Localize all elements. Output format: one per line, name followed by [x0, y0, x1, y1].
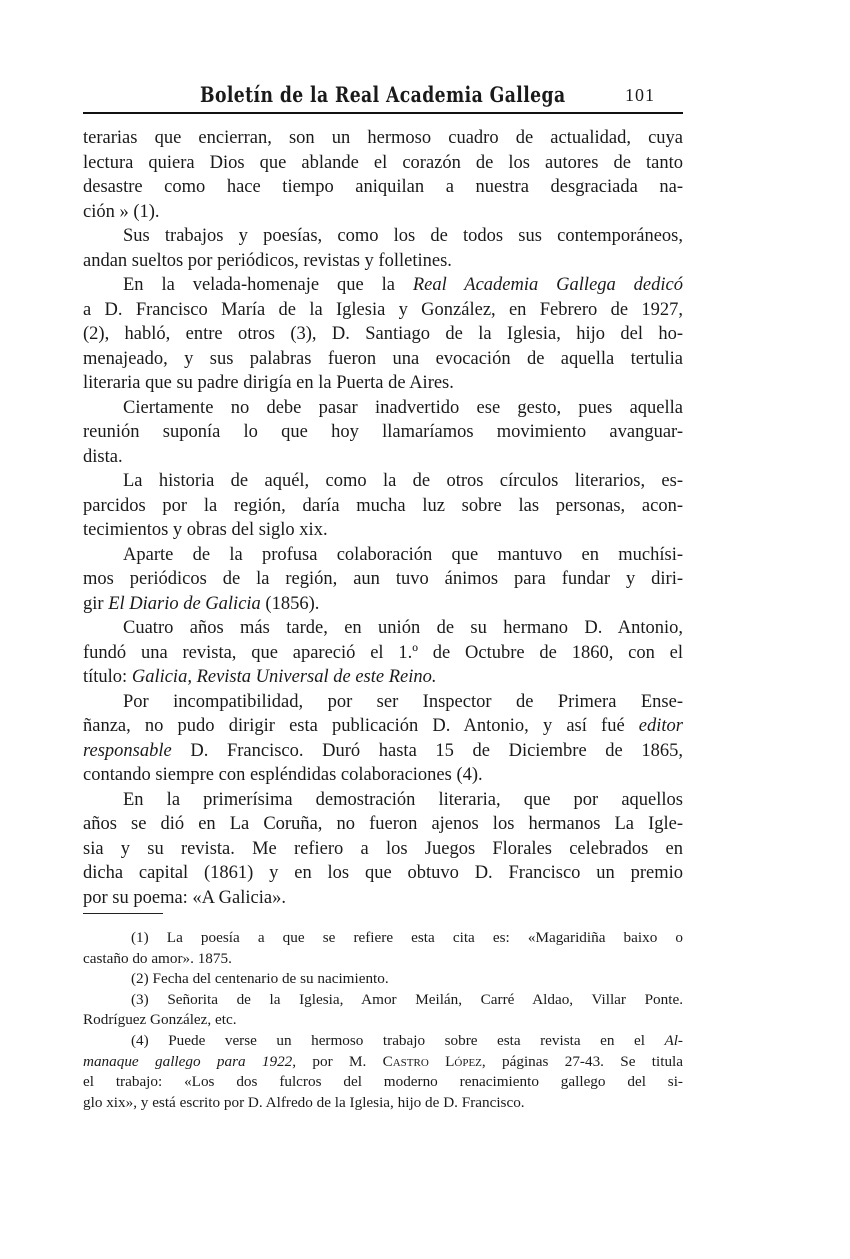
text-line	[83, 543, 683, 568]
text-segment: Aparte de la profusa colaboración que mantuvo en muchísi-	[123, 544, 683, 565]
footnote-line	[83, 1093, 683, 1114]
journal-title: Boletín de la Real Academia Gallega	[200, 82, 566, 107]
text-line	[83, 837, 683, 862]
text-line	[83, 322, 683, 347]
footnote-line	[83, 990, 683, 1011]
text-line	[83, 812, 683, 837]
italic-text: manaque gallego para 1922	[83, 1052, 293, 1070]
text-segment: En la primerísima demostración literaria, que por aquellos	[123, 789, 683, 810]
text-segment: (3) Señorita de la Iglesia, Amor Meilán, Carré Aldao, Villar Ponte.	[131, 990, 683, 1008]
text-segment: dista.	[83, 446, 123, 467]
text-line	[83, 518, 683, 543]
footnote-rule	[83, 913, 163, 914]
text-line	[83, 861, 683, 886]
text-segment: mos periódicos de la región, aun tuvo ánimos para fundar y diri-	[83, 569, 683, 589]
text-segment: , páginas 27-43. Se titula	[481, 1052, 684, 1070]
text-segment: el trabajo: «Los dos fulcros del moderno renacimiento gallego del si-	[83, 1073, 683, 1091]
text-line	[83, 494, 683, 519]
text-segment: sia y su revista. Me refiero a los Juegos Florales celebrados en	[83, 838, 683, 859]
text-segment: Cuatro años más tarde, en unión de su hermano D. Antonio,	[123, 618, 683, 638]
text-segment: (4) Puede verse un hermoso trabajo sobre esta revista en el	[131, 1031, 665, 1049]
text-line	[83, 616, 683, 641]
footnote-line	[83, 1010, 683, 1031]
text-segment: desastre como hace tiempo aniquilan a nuestra desgraciada na-	[83, 177, 683, 197]
text-segment: terarias que encierran, son un hermoso cuadro de actualidad, cuya	[83, 128, 683, 148]
text-segment: (2), habló, entre otros (3), D. Santiago de la Iglesia, hijo del ho-	[83, 324, 683, 344]
footnote-line	[83, 1052, 683, 1073]
italic-text: Real Academia Gallega dedicó	[412, 275, 683, 295]
text-segment: glo xix», y está escrito por D. Alfredo de la Iglesia, hijo de D. Francisco.	[83, 1093, 525, 1111]
text-segment: , por M.	[292, 1052, 383, 1070]
text-segment: contando siempre con espléndidas colaboraciones (4).	[83, 765, 483, 785]
text-line	[83, 763, 683, 788]
footnote-line	[83, 1072, 683, 1093]
text-segment: literaria que su padre dirigía en la Puerta de Aires.	[83, 373, 454, 393]
text-segment: En la velada-homenaje que la	[123, 275, 413, 295]
text-segment: Sus trabajos y poesías, como los de todos sus contemporáneos,	[123, 226, 683, 246]
header-rule	[83, 112, 683, 114]
text-segment: lectura quiera Dios que ablande el corazón de los autores de tanto	[83, 152, 683, 173]
text-segment: a D. Francisco María de la Iglesia y González, en Febrero de 1927,	[83, 299, 683, 320]
italic-text: Al-	[664, 1031, 683, 1049]
text-segment: menajeado, y sus palabras fueron una evocación de aquella tertulia	[83, 348, 683, 369]
italic-text: Galicia, Revista Universal de este Reino.	[131, 667, 437, 687]
text-segment: castaño do amor». 1875.	[83, 949, 232, 967]
footnote-line	[83, 1031, 683, 1052]
text-line	[83, 396, 683, 421]
text-line	[83, 175, 683, 200]
text-line	[83, 126, 683, 151]
text-segment: (1) La poesía a que se refiere esta cita es: «Magaridiña baixo o	[131, 929, 683, 946]
footnotes	[83, 928, 683, 1113]
text-segment: D. Francisco. Duró hasta 15 de Diciembre de 1865,	[171, 740, 683, 761]
text-segment: andan sueltos por periódicos, revistas y folletines.	[83, 250, 452, 271]
page-number: 101	[625, 85, 655, 105]
text-segment: años se dió en La Coruña, no fueron ajenos los hermanos La Igle-	[83, 814, 683, 834]
body-text	[83, 126, 683, 910]
text-segment: (2) Fecha del centenario de su nacimiento.	[131, 970, 389, 988]
text-line	[83, 273, 683, 298]
text-line	[83, 886, 683, 911]
text-segment: Por incompatibilidad, por ser Inspector de Primera Ense-	[123, 691, 683, 712]
text-segment: (1856).	[260, 593, 320, 614]
text-line	[83, 690, 683, 715]
text-segment: La historia de aquél, como la de otros círculos literarios, es-	[123, 471, 683, 491]
italic-text: editor	[638, 716, 683, 736]
text-line	[83, 469, 683, 494]
text-line	[83, 249, 683, 274]
footnote-line	[83, 949, 683, 970]
text-line	[83, 224, 683, 249]
text-segment: gir	[83, 593, 109, 614]
text-line	[83, 347, 683, 372]
text-line	[83, 788, 683, 813]
text-line	[83, 420, 683, 445]
text-line	[83, 567, 683, 592]
text-line	[83, 739, 683, 764]
text-segment: dicha capital (1861) y en los que obtuvo D. Francisco un premio	[83, 863, 683, 883]
text-segment: Ciertamente no debe pasar inadvertido ese gesto, pues aquella	[123, 397, 683, 418]
text-segment: parcidos por la región, daría mucha luz sobre las personas, acon-	[83, 495, 683, 516]
text-segment: ñanza, no pudo dirigir esta publicación D. Antonio, y así fué	[83, 716, 639, 736]
text-line	[83, 665, 683, 690]
text-segment: ción » (1).	[83, 201, 160, 222]
text-line	[83, 641, 683, 666]
text-segment: título:	[83, 667, 132, 687]
text-segment: reunión suponía lo que hoy llamaríamos movimiento avanguar-	[83, 422, 683, 442]
text-segment: fundó una revista, que apareció el 1.º de Octubre de 1860, con el	[83, 642, 683, 663]
text-line	[83, 151, 683, 176]
text-segment: Castro López	[382, 1052, 482, 1070]
text-line	[83, 714, 683, 739]
text-line	[83, 371, 683, 396]
text-segment: tecimientos y obras del siglo xix.	[83, 520, 328, 540]
text-line	[83, 200, 683, 225]
text-segment: por su poema: «A Galicia».	[83, 887, 286, 908]
running-header	[83, 80, 683, 112]
text-line	[83, 298, 683, 323]
text-line	[83, 445, 683, 470]
footnote-line	[83, 969, 683, 990]
italic-text: El Diario de Galicia	[108, 593, 261, 614]
text-line	[83, 592, 683, 617]
text-segment: Rodríguez González, etc.	[83, 1011, 237, 1029]
italic-text: responsable	[83, 740, 172, 761]
footnote-line	[83, 928, 683, 949]
